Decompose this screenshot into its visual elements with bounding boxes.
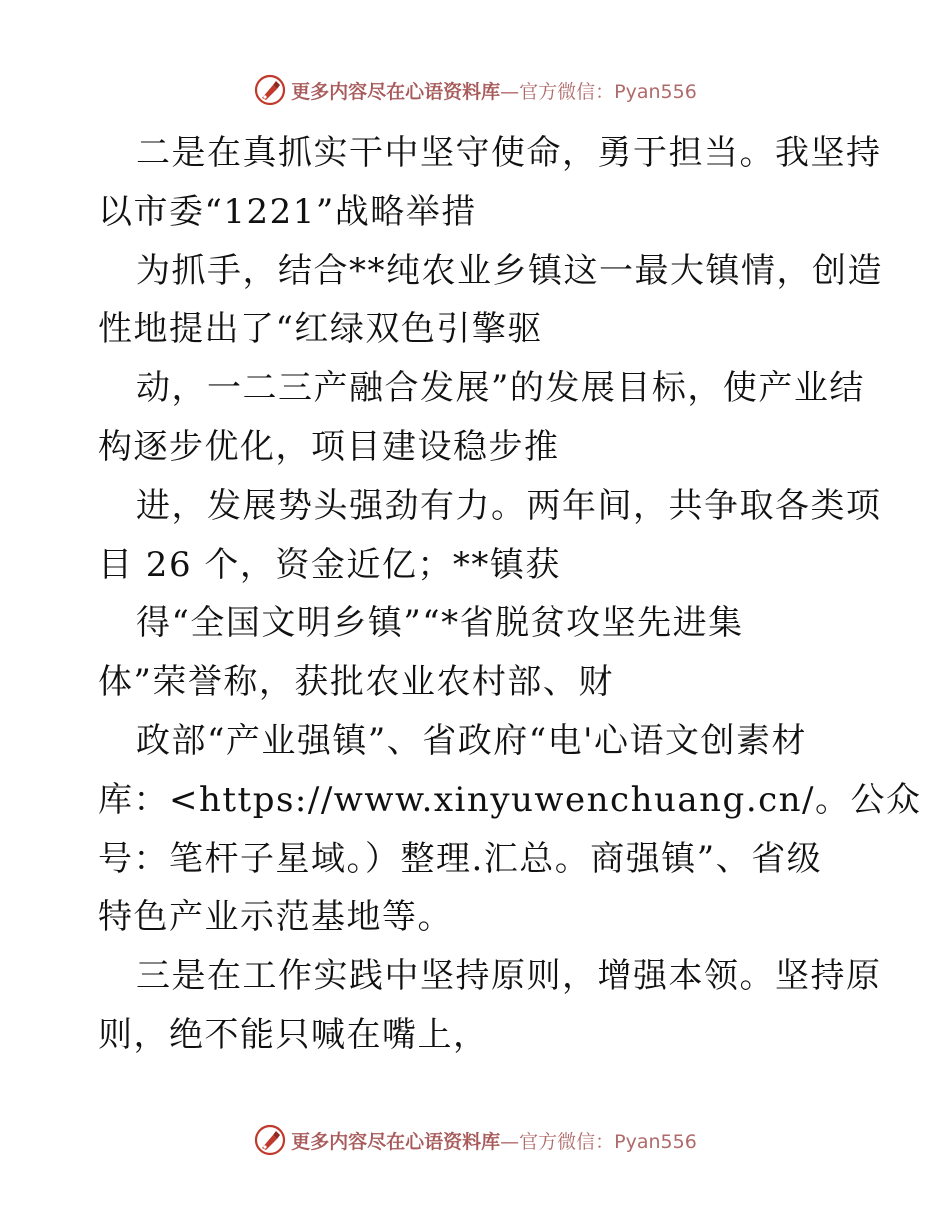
body-line: 则，绝不能只喊在嘴上，: [98, 1014, 489, 1055]
body-line: 库：<https://www.xinyuwenchuang.cn/。公众: [98, 779, 922, 820]
header-banner-contact: 官方微信：Pyan556: [519, 80, 697, 103]
body-line: 政部“产业强镇”、省政府“电'心语文创素材: [136, 720, 807, 761]
body-line: 三是在工作实践中坚持原则，增强本领。坚持原: [136, 956, 882, 997]
body-line: 进，发展势头强劲有力。两年间，共争取各类项: [136, 485, 882, 526]
body-line: 号：笔杆子星域。）整理.汇总。商强镇”、省级: [98, 838, 823, 879]
body-line: 动，一二三产融合发展”的发展目标，使产业结: [136, 368, 865, 409]
body-line: 得“全国文明乡镇”“*省脱贫攻坚先进集: [136, 603, 744, 644]
pen-nib-seal-icon: [253, 1123, 287, 1157]
footer-banner-title: 更多内容尽在心语资料库: [291, 1130, 501, 1153]
body-line: 二是在真抓实干中坚守使命，勇于担当。我坚持: [136, 133, 882, 173]
header-banner-separator: —: [500, 80, 520, 103]
body-line: 为抓手，结合**纯农业乡镇这一最大镇情，创造: [136, 250, 883, 291]
body-line: 目 26 个，资金近亿；**镇获: [98, 544, 561, 585]
pen-nib-seal-icon: [253, 73, 287, 107]
footer-banner-separator: —: [500, 1130, 520, 1153]
footer-banner-text: [291, 1127, 697, 1154]
footer-banner: [0, 1120, 950, 1160]
footer-banner-contact: 官方微信：Pyan556: [519, 1130, 697, 1153]
body-text: [98, 124, 922, 1065]
body-line: 构逐步优化，项目建设稳步推: [98, 426, 560, 467]
body-line: 特色产业示范基地等。: [98, 897, 453, 938]
header-banner-title: 更多内容尽在心语资料库: [291, 80, 501, 103]
header-banner-text: [291, 77, 697, 104]
body-line: 体”荣誉称，获批农业农村部、财: [98, 662, 614, 703]
body-line: 以市委“1221”战略举措: [98, 191, 477, 232]
header-banner: [0, 70, 950, 110]
body-line: 性地提出了“红绿双色引擎驱: [98, 309, 543, 350]
